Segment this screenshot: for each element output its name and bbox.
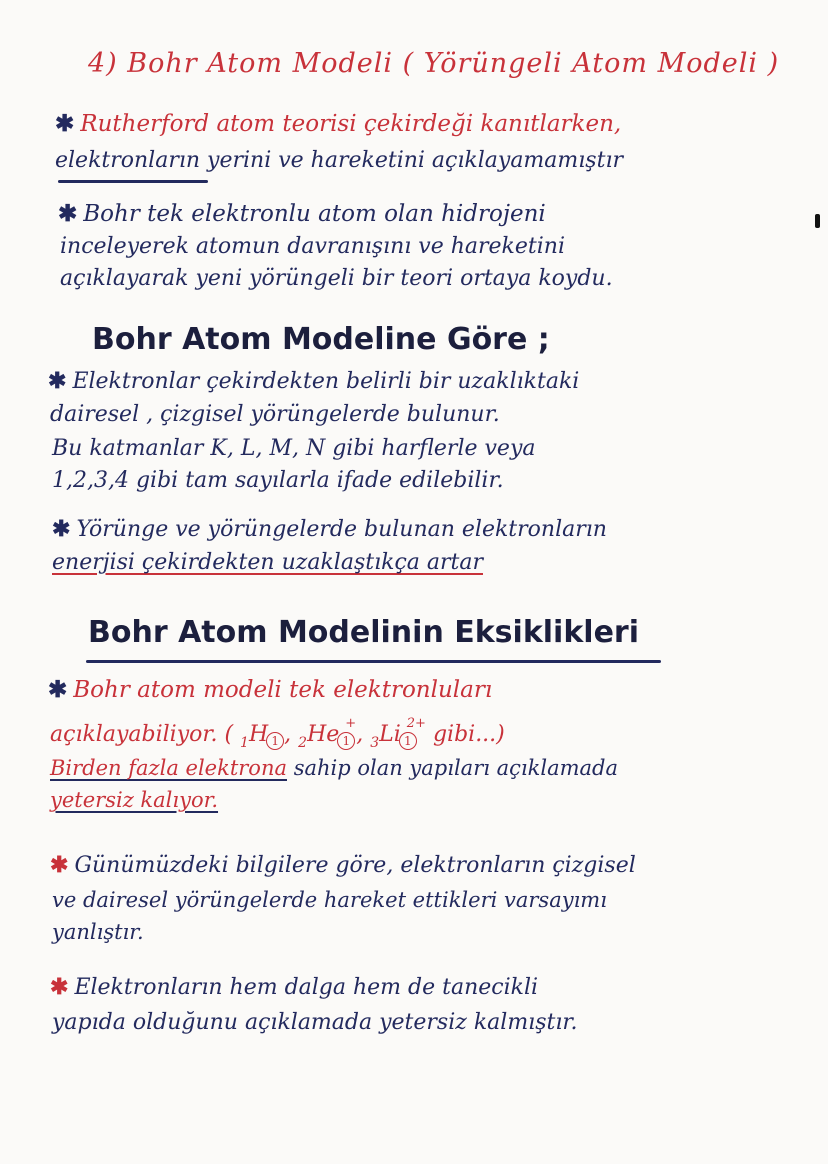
s2-b1-line3: Birden fazla elektrona sahip olan yapıları açıklamada [50, 756, 618, 780]
bullet-star-icon: ✱ [52, 516, 71, 542]
heading-underline [86, 660, 661, 663]
s2-b1-line2: açıklayabiliyor. ( $_1$H 1 , $_2$He 1+, $_3$Li $1^{2+}$ gibi...) [50, 716, 505, 751]
section-heading-model: Bohr Atom Modeline Göre ; [92, 322, 550, 357]
s2-b2-line2: ve dairesel yörüngelerde hareket ettikleri varsayımı [52, 888, 607, 912]
s1-b2-line2: enerjisi çekirdekten uzaklaştıkça artar [52, 550, 483, 575]
margin-mark [815, 214, 820, 228]
s1-b1-line1: ✱ Elektronlar çekirdekten belirli bir uzaklıktaki [48, 368, 580, 394]
bullet-star-icon: ✱ [58, 200, 78, 227]
s2-b2-line1: ✱ Günümüzdeki bilgilere göre, elektronların çizgisel [50, 852, 636, 878]
intro-p2-line2: inceleyerek atomun davranışını ve hareketini [60, 234, 565, 259]
s2-b2-line3: yanlıştır. [52, 920, 144, 944]
bullet-star-icon: ✱ [55, 110, 75, 137]
s1-b1-line3: Bu katmanlar K, L, M, N gibi harflerle veya [52, 436, 536, 461]
bullet-star-icon: ✱ [50, 852, 69, 878]
s2-b1-line1: ✱ Bohr atom modeli tek elektronluları [48, 676, 493, 703]
s1-b2-line1: ✱ Yörünge ve yörüngelerde bulunan elektronların [52, 516, 607, 542]
intro-p1-line1: ✱ Rutherford atom teorisi çekirdeği kanıtlarken, [55, 110, 622, 137]
section-heading-shortcomings: Bohr Atom Modelinin Eksiklikleri [88, 615, 640, 650]
intro-p1-line2: elektronların yerini ve hareketini açıklayamamıştır [55, 148, 623, 173]
intro-p2-line1: ✱ Bohr tek elektronlu atom olan hidrojeni [58, 200, 546, 227]
s1-b1-line2: dairesel , çizgisel yörüngelerde bulunur. [50, 402, 500, 427]
s1-b1-line4: 1,2,3,4 gibi tam sayılarla ifade edilebilir. [52, 468, 504, 493]
intro-p2-line3: açıklayarak yeni yörüngeli bir teori ortaya koydu. [60, 266, 613, 291]
bullet-star-icon: ✱ [50, 974, 69, 1000]
s2-b1-line4: yetersiz kalıyor. [50, 788, 219, 812]
underline-electrons [58, 180, 208, 183]
bullet-star-icon: ✱ [48, 676, 68, 703]
s2-b3-line2: yapıda olduğunu açıklamada yetersiz kalmıştır. [52, 1010, 578, 1035]
page-title: 4) Bohr Atom Modeli ( Yörüngeli Atom Modeli ) [88, 48, 780, 79]
s2-b3-line1: ✱ Elektronların hem dalga hem de tanecikli [50, 974, 539, 1000]
bullet-star-icon: ✱ [48, 368, 67, 394]
